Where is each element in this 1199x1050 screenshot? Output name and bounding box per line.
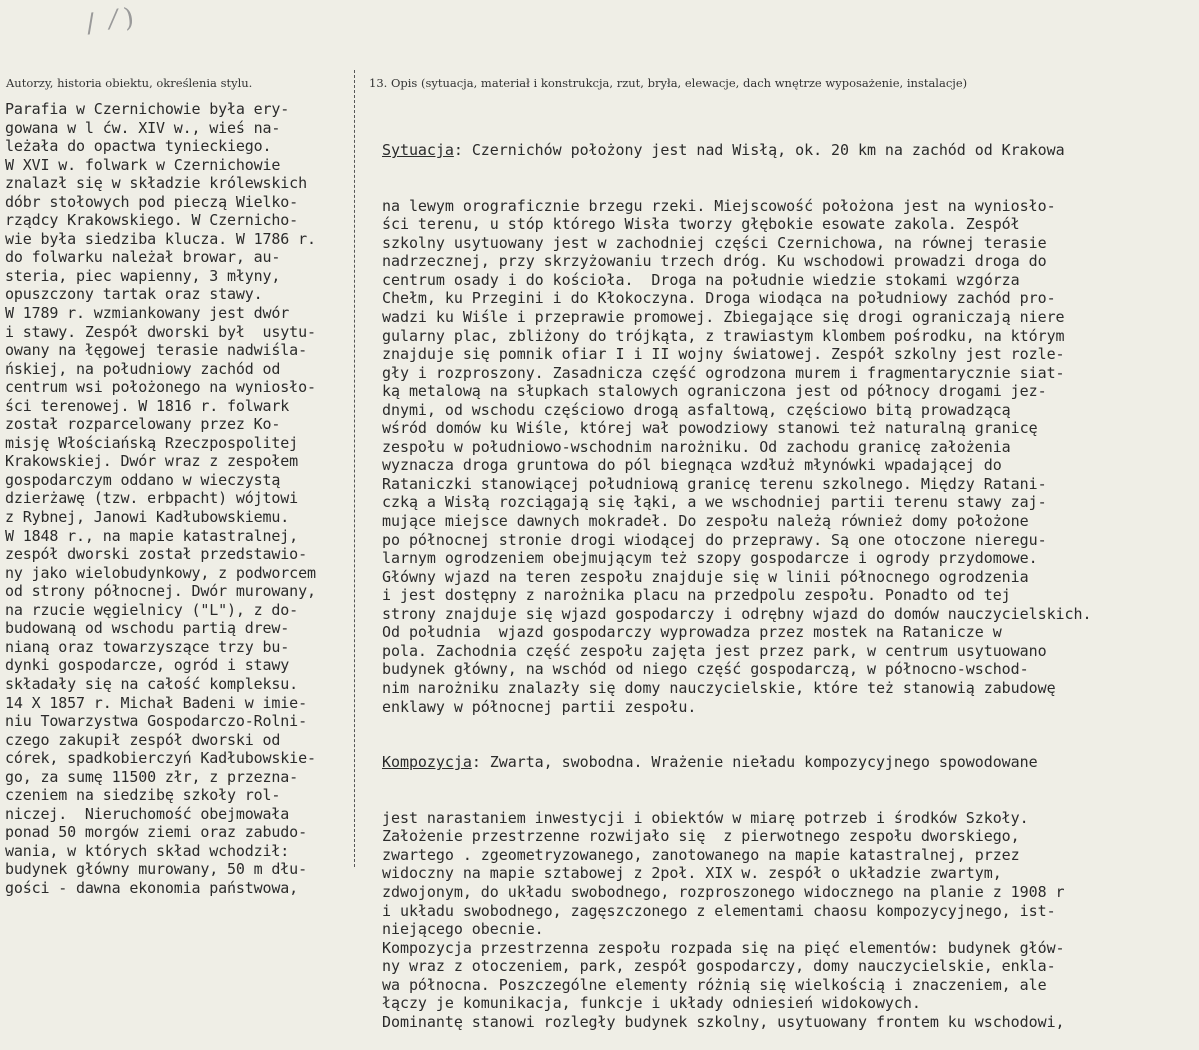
sytuacja-line: larnym ogrodzeniem obejmującym też szopy gospodarcze i ogrody przydomowe. xyxy=(382,549,1038,568)
left-line: gospodarczym oddano w wieczystą xyxy=(5,470,281,489)
left-line: Krakowskiej. Dwór wraz z zespołem xyxy=(5,452,299,471)
sytuacja-line: gły i rozproszony. Zasadnicza część ogrodzona murem i fragmentarycznie siat- xyxy=(382,363,1065,382)
left-line: znalazł się w składzie królewskich xyxy=(5,174,307,193)
left-line: od strony północnej. Dwór murowany, xyxy=(5,582,316,601)
left-line: zespół dworski został przedstawio- xyxy=(5,545,307,564)
left-line: centrum wsi położonego na wyniosło- xyxy=(5,378,316,397)
kompozycja-line: łączy je komunikacja, funkcje i układy odniesień widokowych. xyxy=(382,994,921,1013)
kompozycja-line: Kompozycja przestrzenna zespołu rozpada się na pięć elementów: budynek głów- xyxy=(382,938,1065,957)
left-line: 14 X 1857 r. Michał Badeni w imie- xyxy=(5,693,307,712)
sytuacja-line: i jest dostępny z narożnika placu na przedpolu zespołu. Ponadto od tej xyxy=(382,586,1011,605)
left-line: W 1789 r. wzmiankowany jest dwór xyxy=(5,304,290,323)
sytuacja-line: budynek główny, na wschód od niego część gospodarczą, w północno-wschod- xyxy=(382,660,1029,679)
left-line: do folwarku należał browar, au- xyxy=(5,248,281,267)
sytuacja-first-text: : Czernichów położony jest nad Wisłą, ok. 20 km na zachód od Krakowa xyxy=(453,141,1065,160)
sytuacja-line: nadrzecznej, przy skrzyżowaniu trzech dróg. Ku wschodowi prowadzi droga do xyxy=(382,252,1047,271)
left-line: nianą oraz towarzyszące trzy bu- xyxy=(5,637,290,656)
header-right: 13. Opis (sytuacja, materiał i konstrukcja, rzut, bryła, elewacje, dach wnętrze wyposażenie, instalacje) xyxy=(369,76,968,90)
sytuacja-line: na lewym orograficznie brzegu rzeki. Miejscowość położona jest na wyniosło- xyxy=(382,196,1056,215)
left-line: W XVI w. folwark w Czernichowie xyxy=(5,155,281,174)
kompozycja-line: zdwojonym, do układu swobodnego, rozproszonego widocznego na planie z 1908 r xyxy=(382,882,1065,901)
kompozycja-line: jest narastaniem inwestycji i obiektów w miarę potrzeb i środków Szkoły. xyxy=(382,808,1029,827)
left-column-text xyxy=(5,100,365,898)
sytuacja-line: Rataniczki stanowiącej południową granicę terenu szkolnego. Między Ratani- xyxy=(382,474,1047,493)
sytuacja-line: wśród domów ku Wiśle, której wał powodziowy stanowi też naturalną granicę xyxy=(382,419,1038,438)
sytuacja-line: enklawy w północnej partii zespołu. xyxy=(382,697,697,716)
left-line: wie była siedziba klucza. W 1786 r. xyxy=(5,229,316,248)
kompozycja-first-line xyxy=(382,753,1197,772)
sytuacja-line: zespołu w południowo-wschodnim narożniku. Od zachodu granicę założenia xyxy=(382,437,1011,456)
left-line: dzierżawę (tzw. erbpacht) wójtowi xyxy=(5,489,299,508)
sytuacja-line: dnymi, od wschodu częściowo drogą asfaltową, częściowo bitą prowadzącą xyxy=(382,400,1011,419)
left-line: wania, w których skład wchodził: xyxy=(5,841,290,860)
left-line: czeniem na siedzibę szkoły rol- xyxy=(5,786,281,805)
sytuacja-line: ką metalową na słupkach stalowych ograniczona jest od północy drogami jez- xyxy=(382,382,1047,401)
left-line: gowana w l ćw. XIV w., wieś na- xyxy=(5,118,281,137)
left-line: dynki gospodarcze, ogród i stawy xyxy=(5,656,290,675)
left-line: i stawy. Zespół dworski był usytu- xyxy=(5,322,316,341)
sytuacja-first-line xyxy=(382,141,1197,160)
left-line: budowaną od wschodu partią drew- xyxy=(5,619,290,638)
left-line: z Rybnej, Janowi Kadłubowskiemu. xyxy=(5,508,290,527)
sytuacja-heading: Sytuacja xyxy=(382,141,454,160)
kompozycja-line: Założenie przestrzenne rozwijało się z pierwotnego zespołu dworskiego, xyxy=(382,827,1020,846)
kompozycja-line: i układu swobodnego, zagęszczonego z elementami chaosu kompozycyjnego, ist- xyxy=(382,901,1056,920)
left-line: leżała do opactwa tynieckiego. xyxy=(5,137,272,156)
left-line: owany na łęgowej terasie nadwiśla- xyxy=(5,341,307,360)
sytuacja-line: wadzi ku Wiśle i przeprawie promowej. Zbiegające się drogi ograniczają niere xyxy=(382,308,1065,327)
sytuacja-line: gularny plac, zbliżony do trójkąta, z trawiastym klombem pośrodku, na którym xyxy=(382,326,1065,345)
left-line: Parafia w Czernichowie była ery- xyxy=(5,100,290,118)
left-line: ńskiej, na południowy zachód od xyxy=(5,359,281,378)
left-line: składały się na całość kompleksu. xyxy=(5,674,299,693)
sytuacja-line: szkolny usytuowany jest w zachodniej części Czernichowa, na równej terasie xyxy=(382,233,1047,252)
sytuacja-line: po północnej stronie drogi wiodącej do przeprawy. Są one otoczone nieregu- xyxy=(382,530,1047,549)
kompozycja-first-text: : Zwarta, swobodna. Wrażenie nieładu kompozycyjnego spowodowane xyxy=(471,753,1038,772)
left-line: na rzucie węgielnicy ("L"), z do- xyxy=(5,600,299,619)
sytuacja-line: mujące miejsce dawnych mokradeł. Do zespołu należą również domy położone xyxy=(382,512,1029,531)
left-line: budynek główny murowany, 50 m dłu- xyxy=(5,860,307,879)
sytuacja-line: Chełm, ku Przegini i do Kłokoczyna. Droga wiodąca na południowy zachód pro- xyxy=(382,289,1056,308)
sytuacja-line: Główny wjazd na teren zespołu znajduje się w linii północnego ogrodzenia xyxy=(382,567,1029,586)
sytuacja-line: wyznacza droga gruntowa do pól biegnąca wzdłuż młynówki wpadającej do xyxy=(382,456,1002,475)
header-left: Autorzy, historia obiektu, określenia stylu. xyxy=(6,76,253,90)
left-line: misję Włościańską Rzeczpospolitej xyxy=(5,433,299,452)
left-line: niczej. Nieruchomość obejmowała xyxy=(5,804,290,823)
sytuacja-line: centrum osady i do kościoła. Droga na południe wiedzie stokami wzgórza xyxy=(382,270,1020,289)
left-line: ny jako wielobudynkowy, z podworcem xyxy=(5,563,316,582)
left-line: go, za sumę 11500 złr, z przezna- xyxy=(5,767,299,786)
left-line: czego zakupił zespół dworski od xyxy=(5,730,281,749)
left-line: steria, piec wapienny, 3 młyny, xyxy=(5,266,281,285)
left-line: został rozparcelowany przez Ko- xyxy=(5,415,281,434)
right-column-text xyxy=(382,104,1197,1050)
left-line: gości - dawna ekonomia państwowa, xyxy=(5,878,299,897)
kompozycja-line: ny wraz z otoczeniem, park, zespół gospodarczy, domy nauczycielskie, enkla- xyxy=(382,957,1056,976)
left-line: niu Towarzystwa Gospodarczo-Rolni- xyxy=(5,712,307,731)
kompozycja-line: niejącego obecnie. xyxy=(382,920,544,939)
sytuacja-line: znajduje się pomnik ofiar I i II wojny światowej. Zespół szkolny jest rozle- xyxy=(382,345,1065,364)
kompozycja-body xyxy=(382,809,1197,1032)
left-line: ponad 50 morgów ziemi oraz zabudo- xyxy=(5,823,307,842)
corner-scribble: / ⁄ ) xyxy=(84,2,136,40)
kompozycja-heading: Kompozycja xyxy=(382,753,472,772)
left-line: rządcy Krakowskiego. W Czernicho- xyxy=(5,211,299,230)
sytuacja-body xyxy=(382,197,1197,716)
left-line: opuszczony tartak oraz stawy. xyxy=(5,285,263,304)
left-line: ści terenowej. W 1816 r. folwark xyxy=(5,396,290,415)
left-line: dóbr stołowych pod pieczą Wielko- xyxy=(5,192,299,211)
sytuacja-line: pola. Zachodnia część zespołu zajęta jest przez park, w centrum usytuowano xyxy=(382,641,1047,660)
kompozycja-line: wa północna. Poszczególne elementy różnią się wielkością i znaczeniem, ale xyxy=(382,975,1047,994)
sytuacja-line: strony znajduje się wjazd gospodarczy i odrębny wjazd do domów nauczycielskich. xyxy=(382,604,1092,623)
kompozycja-line: widoczny na mapie sztabowej z 2poł. XIX w. zespół o układzie zwartym, xyxy=(382,864,1002,883)
sytuacja-line: Od południa wjazd gospodarczy wyprowadza przez mostek na Ratanicze w xyxy=(382,623,1002,642)
sytuacja-line: ści terenu, u stóp którego Wisła tworzy głębokie esowate zakola. Zespół xyxy=(382,215,1020,234)
left-line: córek, spadkobierczyń Kadłubowskie- xyxy=(5,749,316,768)
sytuacja-line: czką a Wisłą rozciągają się łąki, a we wschodniej partii terenu stawy zaj- xyxy=(382,493,1047,512)
left-line: W 1848 r., na mapie katastralnej, xyxy=(5,526,299,545)
kompozycja-line: zwartego . zgeometryzowanego, zanotowanego na mapie katastralnej, przez xyxy=(382,845,1020,864)
sytuacja-line: nim narożniku znalazły się domy nauczycielskie, które też stanowią zabudowę xyxy=(382,678,1056,697)
kompozycja-line: Dominantę stanowi rozległy budynek szkolny, usytuowany frontem ku wschodowi, xyxy=(382,1012,1065,1031)
